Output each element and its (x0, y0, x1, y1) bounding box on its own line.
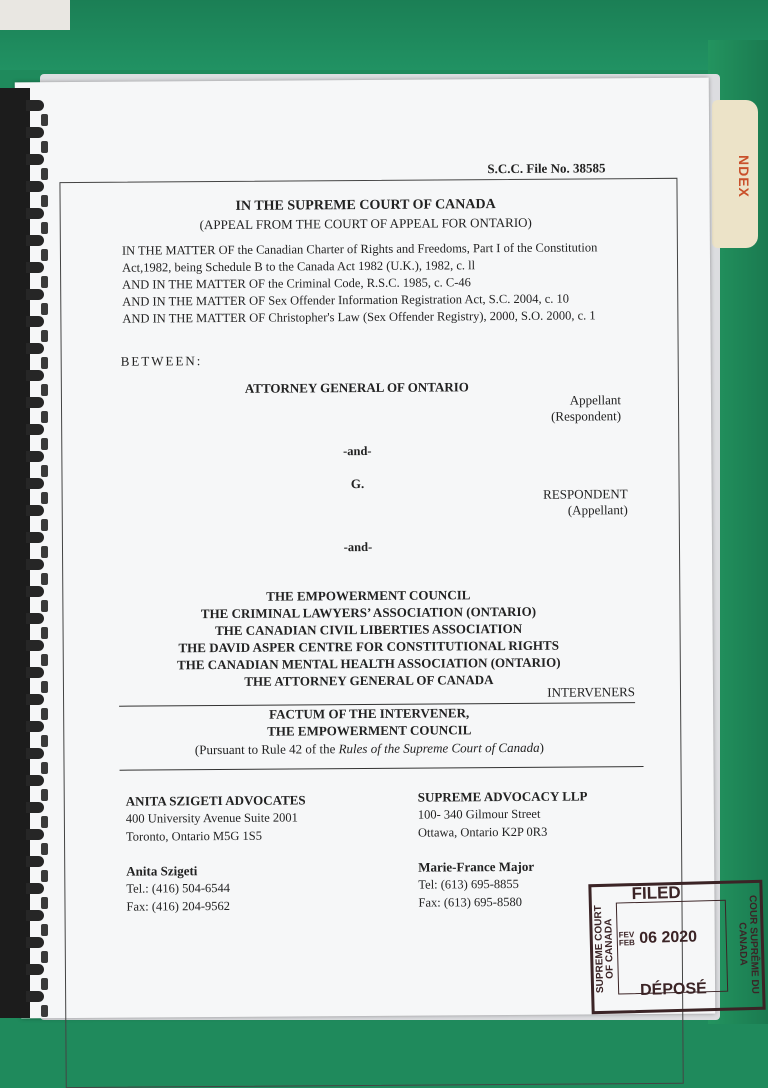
right-counsel-fax: Fax: (613) 695-8580 (418, 894, 522, 910)
punch-hole (41, 465, 48, 477)
left-counsel-address-1: 400 University Avenue Suite 2001 (125, 810, 298, 826)
punch-hole (41, 843, 48, 855)
binding-ring (26, 613, 44, 624)
stamp-day-year: 06 2020 (638, 928, 698, 947)
binding-spine (0, 88, 30, 1018)
stamp-date (619, 928, 698, 948)
binding-ring (26, 829, 44, 840)
binding-ring (26, 721, 44, 732)
appellant-role: Appellant (569, 392, 622, 408)
binding-ring (26, 127, 44, 138)
binding-ring (26, 640, 44, 651)
left-counsel-address-2: Toronto, Ontario M5G 1S5 (125, 828, 262, 844)
binding-ring (26, 208, 44, 219)
between-label: BETWEEN: (120, 353, 203, 369)
intervener-2: THE CRIMINAL LAWYERS’ ASSOCIATION (ONTARIO) (200, 603, 537, 622)
punch-hole (41, 222, 48, 234)
punch-hole (41, 411, 48, 423)
court-heading: IN THE SUPREME COURT OF CANADA (235, 197, 496, 214)
binding-ring (26, 451, 44, 462)
punch-hole (41, 492, 48, 504)
punch-hole (41, 600, 48, 612)
punch-hole (41, 816, 48, 828)
left-counsel-fax: Fax: (416) 204-9562 (126, 898, 231, 914)
punch-hole (41, 249, 48, 261)
punch-hole (41, 141, 48, 153)
stamp-month-fr: FEV (618, 929, 635, 940)
pursuant-rules-title: Rules of the Supreme Court of Canada (338, 739, 540, 757)
factum-cover-page (15, 78, 716, 1019)
index-tab-label: NDEX (736, 155, 752, 198)
binding-ring (26, 343, 44, 354)
punch-hole (41, 114, 48, 126)
punch-hole (41, 168, 48, 180)
respondent-role: RESPONDENT (543, 486, 628, 502)
binding-ring (26, 397, 44, 408)
left-counsel-tel: Tel.: (416) 504-6544 (126, 880, 231, 896)
factum-title-1: FACTUM OF THE INTERVENER, (269, 705, 470, 722)
matter-line-5: AND IN THE MATTER OF Christopher's Law (Sex Offender Registry), 2000, S.O. 2000, c. 1 (122, 308, 596, 326)
binding-ring (26, 505, 44, 516)
binding-ring (26, 586, 44, 597)
pursuant-suffix: ) (539, 739, 544, 755)
punch-hole (41, 654, 48, 666)
right-counsel-firm: SUPREME ADVOCACY LLP (417, 788, 588, 805)
binding-ring (26, 856, 44, 867)
punch-hole (41, 384, 48, 396)
stamp-filed-text: FILED (631, 882, 681, 904)
punch-hole (41, 870, 48, 882)
binding-ring (26, 910, 44, 921)
punch-hole (41, 762, 48, 774)
and-separator-2: -and- (343, 539, 373, 555)
intervener-4: THE DAVID ASPER CENTRE FOR CONSTITUTIONAL RIGHTS (178, 637, 559, 656)
binding-ring (26, 559, 44, 570)
punch-hole (41, 519, 48, 531)
matter-line-3: AND IN THE MATTER OF the Criminal Code, R.S.C. 1985, c. C-46 (122, 275, 471, 292)
binding-ring (26, 289, 44, 300)
appeal-from: (APPEAL FROM THE COURT OF APPEAL FOR ONTARIO) (199, 214, 532, 233)
punch-hole (41, 681, 48, 693)
intervener-5: THE CANADIAN MENTAL HEALTH ASSOCIATION (ONTARIO) (177, 654, 561, 673)
binding-ring (26, 100, 44, 111)
appellant-role-below: (Respondent) (550, 408, 622, 424)
binding-ring (26, 964, 44, 975)
punch-hole (41, 1005, 48, 1017)
binding-ring (26, 748, 44, 759)
binding-ring (26, 424, 44, 435)
stamp-right-text: COUR SUPRÊME DU CANADA (736, 894, 761, 994)
interveners-label: INTERVENERS (547, 684, 636, 700)
left-counsel-name: Anita Szigeti (126, 863, 198, 879)
intervener-6: THE ATTORNEY GENERAL OF CANADA (244, 672, 494, 689)
punch-hole (41, 735, 48, 747)
binding-ring (26, 532, 44, 543)
binding-ring (26, 775, 44, 786)
punch-hole (41, 573, 48, 585)
binding-ring (26, 667, 44, 678)
punch-hole (41, 546, 48, 558)
punch-hole (41, 708, 48, 720)
left-counsel-firm: ANITA SZIGETI ADVOCATES (125, 792, 306, 809)
binding-ring (26, 181, 44, 192)
intervener-1: THE EMPOWERMENT COUNCIL (266, 587, 471, 604)
respondent-name: G. (350, 476, 365, 492)
folder-back (0, 0, 768, 70)
and-separator-1: -and- (343, 443, 372, 459)
matter-line-2: Act,1982, being Schedule B to the Canada Act 1982 (U.K.), 1982, c. ll (121, 258, 476, 275)
stamp-depose-text: DÉPOSÉ (639, 980, 708, 999)
punch-hole (41, 195, 48, 207)
binding-ring (26, 802, 44, 813)
binding-ring (26, 262, 44, 273)
pursuant-prefix: (Pursuant to Rule 42 of the (194, 741, 339, 758)
punch-hole (41, 276, 48, 288)
binding-ring (26, 694, 44, 705)
binding-ring (26, 370, 44, 381)
punch-hole (41, 789, 48, 801)
matter-line-1: IN THE MATTER OF the Canadian Charter of Rights and Freedoms, Part I of the Constitution (121, 240, 598, 258)
binding-ring (26, 478, 44, 489)
factum-title-2: THE EMPOWERMENT COUNCIL (267, 722, 472, 739)
file-number: S.C.C. File No. 38585 (487, 160, 606, 177)
punch-hole (41, 357, 48, 369)
punch-hole (41, 330, 48, 342)
right-counsel-name: Marie-France Major (418, 858, 535, 875)
stamp-month (619, 931, 635, 947)
stamp-month-en: FEB (618, 937, 635, 948)
paper-corner (0, 0, 70, 30)
intervener-3: THE CANADIAN CIVIL LIBERTIES ASSOCIATION (214, 620, 523, 639)
right-counsel-address-1: 100- 340 Gilmour Street (417, 806, 541, 822)
binding-ring (26, 316, 44, 327)
punch-hole (41, 897, 48, 909)
binding-ring (26, 883, 44, 894)
respondent-role-below: (Appellant) (567, 502, 628, 518)
matter-line-4: AND IN THE MATTER OF Sex Offender Information Registration Act, S.C. 2004, c. 10 (122, 291, 570, 309)
punch-hole (41, 951, 48, 963)
right-counsel-tel: Tel: (613) 695-8855 (418, 876, 519, 892)
appellant-name: ATTORNEY GENERAL OF ONTARIO (244, 379, 469, 396)
right-counsel-address-2: Ottawa, Ontario K2P 0R3 (417, 824, 548, 840)
punch-hole (41, 924, 48, 936)
binding-ring (26, 154, 44, 165)
punch-hole (41, 303, 48, 315)
binding-ring (26, 235, 44, 246)
punch-hole (41, 627, 48, 639)
binding-ring (26, 937, 44, 948)
binding-ring (26, 991, 44, 1002)
punch-hole (41, 978, 48, 990)
punch-hole (41, 438, 48, 450)
filed-stamp (588, 880, 765, 1015)
stamp-left-text: SUPREME COURT OF CANADA (592, 905, 616, 994)
